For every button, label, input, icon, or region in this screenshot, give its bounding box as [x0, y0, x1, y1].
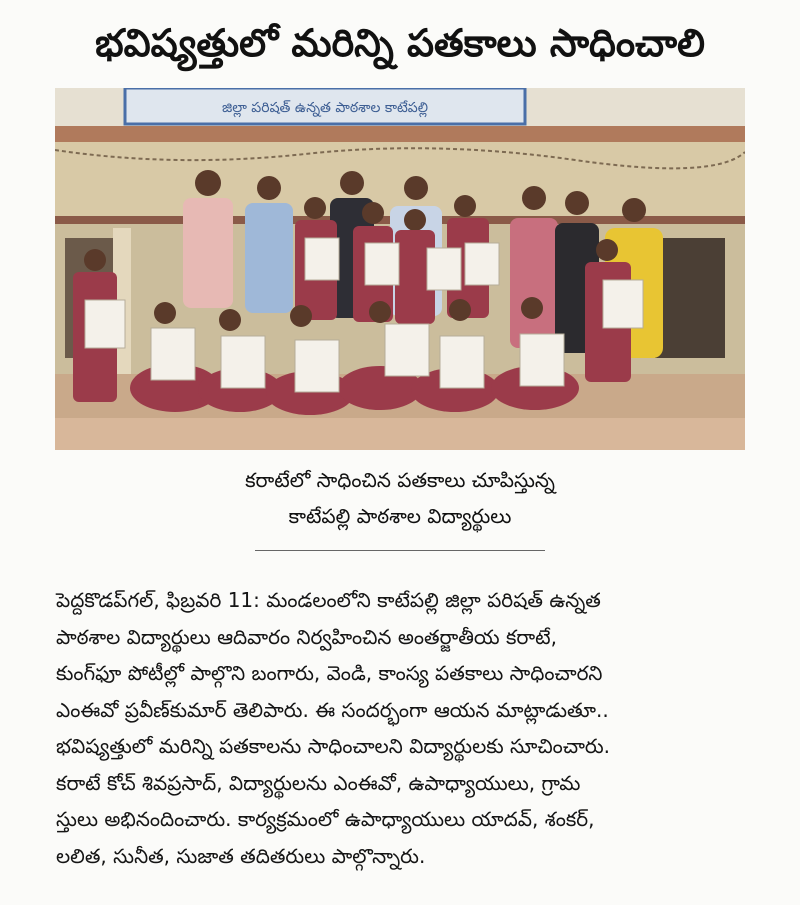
photo-caption [150, 462, 650, 534]
caption-line-2: కాటేపల్లి పాఠశాల విద్యార్థులు [288, 504, 512, 528]
article-line: కరాటే కోచ్ శివప్రసాద్, విద్యార్థులను ఎంఈవో, ఉపాధ్యాయులు, గ్రామ [56, 770, 581, 795]
caption-divider [255, 550, 545, 551]
article-line: భవిష్యత్తులో మరిన్ని పతకాలను సాధించాలని విద్యార్థులకు సూచించారు. [56, 734, 611, 758]
article-line: లలిత, సునీత, సుజాత తదితరులు పాల్గొన్నారు. [56, 843, 426, 868]
article-line: ఎంఈవో ప్రవీణ్‌కుమార్ తెలిపారు. ఈ సందర్భంగా ఆయన మాట్లాడుతూ.. [56, 697, 609, 722]
news-photo [55, 88, 745, 450]
article-line: కుంగ్‌ఫూ పోటీల్లో పాల్గొని బంగారు, వెండి, కాంస్య పతకాలు సాధించారని [56, 661, 603, 685]
headline: భవిష్యత్తులో మరిన్ని పతకాలు సాధించాలి [95, 21, 705, 65]
school-banner-text: జిల్లా పరిషత్ ఉన్నత పాఠశాల కాటేపల్లి [221, 100, 429, 116]
article-line: పెద్దకొడప్‌గల్, ఫిబ్రవరి 11: మండలంలోని కాటేపల్లి జిల్లా పరిషత్ ఉన్నత [56, 588, 601, 612]
group-photo-illustration [55, 88, 745, 450]
article-line: పాఠశాల విద్యార్థులు ఆదివారం నిర్వహించిన అంతర్జాతీయ కరాటే, [56, 624, 557, 649]
caption-line-1: కరాటేలో సాధించిన పతకాలు చూపిస్తున్న [245, 468, 555, 492]
article-body [56, 582, 756, 874]
article-line: స్తులు అభినందించారు. కార్యక్రమంలో ఉపాధ్యాయులు యాదవ్, శంకర్, [56, 807, 595, 831]
